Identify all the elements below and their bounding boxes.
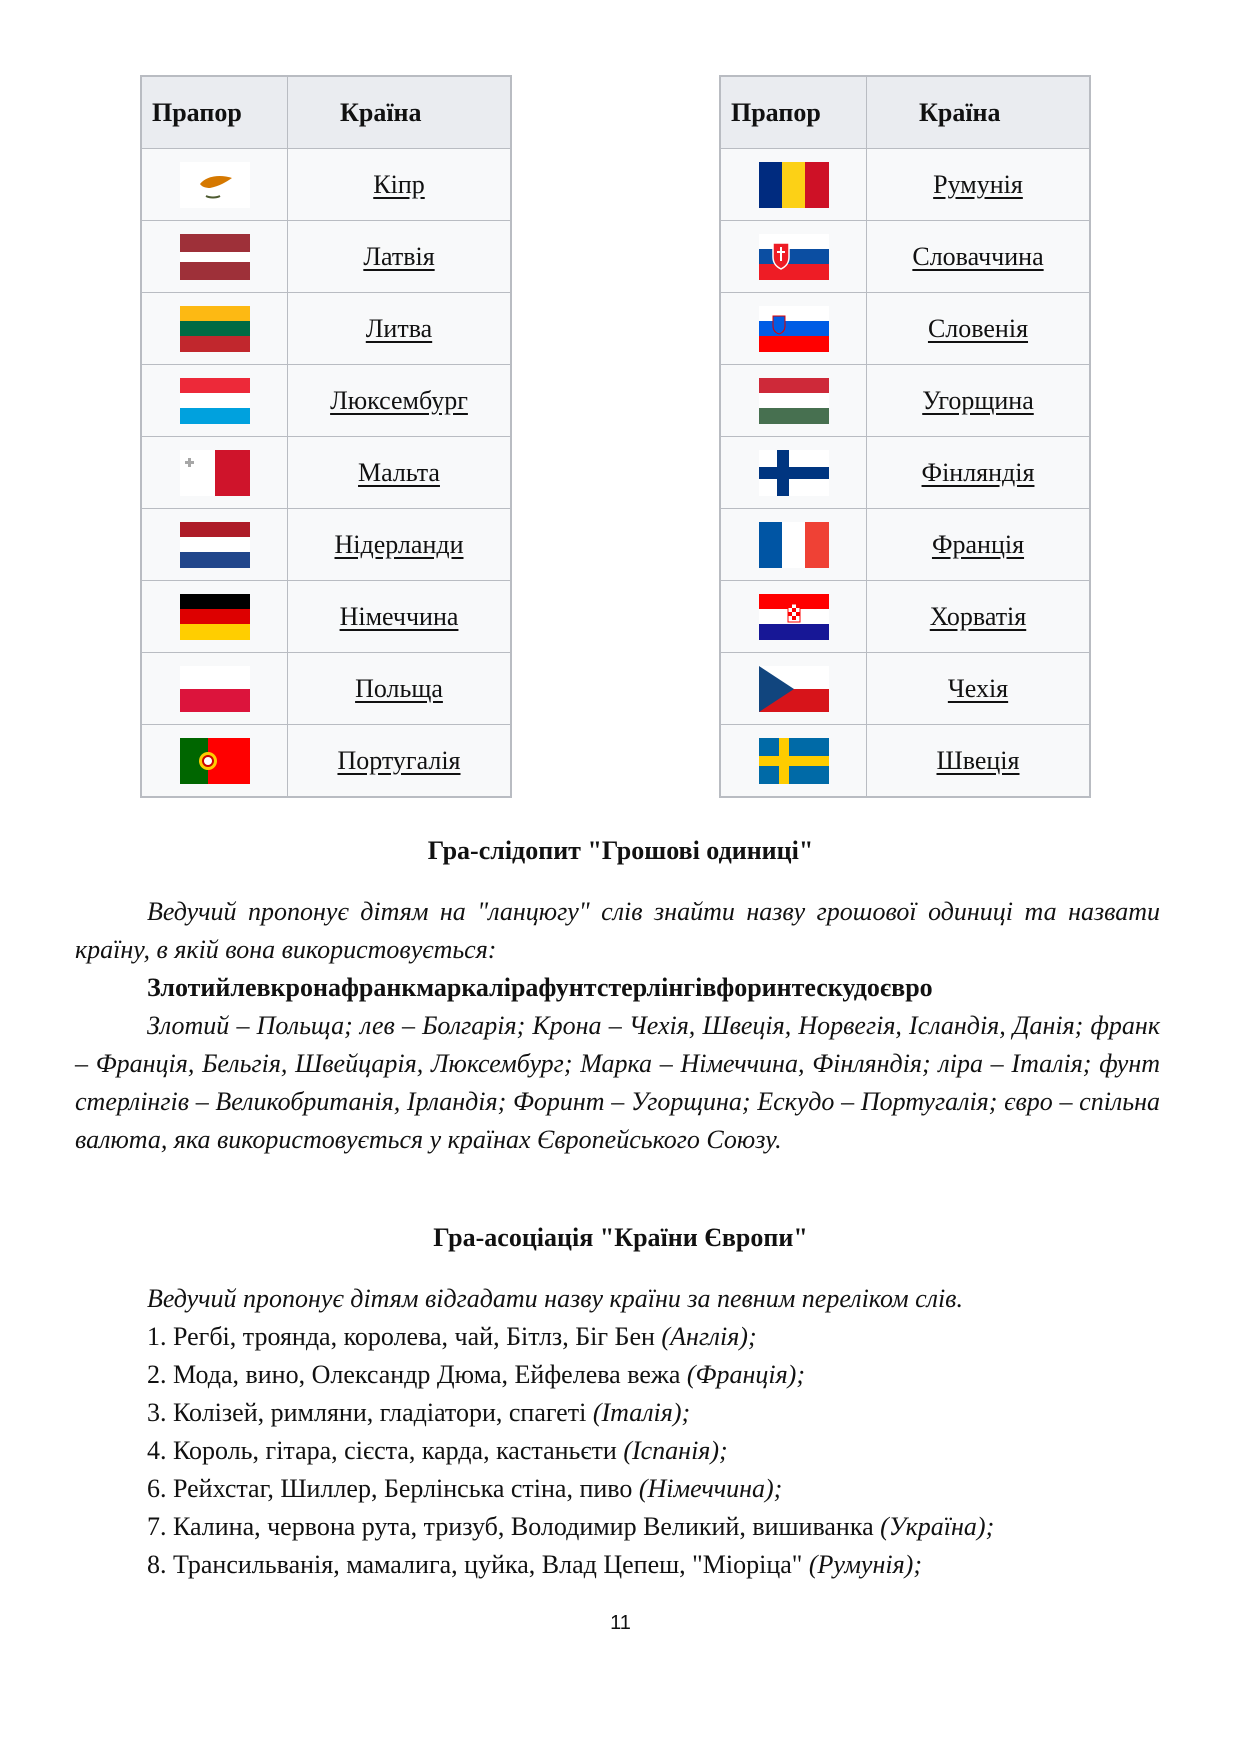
lithuania-flag-icon (180, 306, 250, 352)
country-link-sweden[interactable]: Швеція (936, 745, 1020, 775)
table-row (141, 365, 511, 437)
slovenia-flag-icon (759, 306, 829, 352)
table-row (720, 725, 1090, 798)
table-row (141, 653, 511, 725)
slovakia-flag-icon (759, 234, 829, 280)
list-item: 3. Колізей, римляни, гладіатори, спагеті (Італія); (147, 1398, 691, 1427)
table-row (720, 509, 1090, 581)
table-row (141, 221, 511, 293)
country-link-cyprus[interactable]: Кіпр (373, 169, 425, 199)
header-flag: Прапор (141, 76, 288, 149)
poland-flag-icon (180, 666, 250, 712)
country-link-france[interactable]: Франція (931, 529, 1025, 559)
netherlands-flag-icon (180, 522, 250, 568)
flags-table-left (140, 75, 512, 798)
table-row (141, 581, 511, 653)
header-country: Країна (867, 76, 1091, 149)
czechia-flag-icon (759, 666, 829, 712)
country-link-netherlands[interactable]: Нідерланди (334, 529, 464, 559)
flags-table-right (719, 75, 1091, 798)
table-row (720, 365, 1090, 437)
table-row (720, 149, 1090, 221)
country-link-czechia[interactable]: Чехія (947, 673, 1009, 703)
country-link-lithuania[interactable]: Литва (365, 313, 433, 343)
hungary-flag-icon (759, 378, 829, 424)
country-link-finland[interactable]: Фінляндія (921, 457, 1035, 487)
table-row (141, 725, 511, 798)
portugal-flag-icon (180, 738, 250, 784)
table-row (141, 149, 511, 221)
currency-answer: Злотий – Польща; лев – Болгарія; Крона – Чехія, Швеція, Норвегія, Ісландія, Данія; франк – Франція, Бельгія, Швейцарія, Люксембург; Марка – Німеччина, Фінляндія; ліра – Італія; фунт стерлінгів – Великобританія, Ірландія; Форинт – Угорщина; Ескудо – Португалія; євро – спільна валюта, яка використовується у країнах Європейського Союзу. (75, 1011, 1160, 1154)
table-header-row (141, 76, 511, 149)
list-item: 7. Калина, червона рута, тризуб, Володимир Великий, вишиванка (Україна); (147, 1512, 995, 1541)
cyprus-flag-icon (180, 162, 250, 208)
finland-flag-icon (759, 450, 829, 496)
table-row (141, 509, 511, 581)
germany-flag-icon (180, 594, 250, 640)
country-link-slovenia[interactable]: Словенія (927, 313, 1029, 343)
country-link-germany[interactable]: Німеччина (339, 601, 459, 631)
table-row (720, 293, 1090, 365)
countries-game-body (75, 1280, 1160, 1584)
sweden-flag-icon (759, 738, 829, 784)
luxembourg-flag-icon (180, 378, 250, 424)
table-row (720, 221, 1090, 293)
country-link-malta[interactable]: Мальта (358, 457, 440, 487)
section-title-countries: Гра-асоціація "Країни Європи" (433, 1223, 808, 1252)
list-item: 1. Регбі, троянда, королева, чай, Бітлз, Біг Бен (Англія); (147, 1322, 757, 1351)
countries-intro: Ведучий пропонує дітям відгадати назву країни за певним переліком слів. (147, 1284, 963, 1313)
currency-game-body (75, 893, 1160, 1159)
header-flag: Прапор (720, 76, 867, 149)
page-number: 11 (610, 1612, 631, 1634)
france-flag-icon (759, 522, 829, 568)
country-link-romania[interactable]: Румунія (933, 169, 1023, 199)
table-row (720, 437, 1090, 509)
country-link-croatia[interactable]: Хорватія (929, 601, 1027, 631)
malta-flag-icon (180, 450, 250, 496)
table-row (720, 581, 1090, 653)
section-title-currency: Гра-слідопит "Грошові одиниці" (427, 836, 814, 865)
table-row (141, 293, 511, 365)
latvia-flag-icon (180, 234, 250, 280)
table-row (720, 653, 1090, 725)
romania-flag-icon (759, 162, 829, 208)
currency-word-chain: Злотийлевкронафранкмаркаліpафунтстерлінгівфоринтескудоєвро (147, 973, 933, 1002)
country-link-latvia[interactable]: Латвія (363, 241, 435, 271)
currency-intro: Ведучий пропонує дітям на "ланцюгу" слів знайти назву грошової одиниці та назвати країну, в якій вона використовується: (75, 897, 1160, 964)
country-link-slovakia[interactable]: Словаччина (912, 241, 1044, 271)
list-item: 2. Мода, вино, Олександр Дюма, Ейфелева вежа (Франція); (147, 1360, 805, 1389)
table-header-row (720, 76, 1090, 149)
country-link-portugal[interactable]: Португалія (337, 745, 461, 775)
list-item: 8. Трансильванія, мамалига, цуйка, Влад Цепеш, "Міоріца" (Румунія); (147, 1550, 922, 1579)
header-country: Країна (288, 76, 512, 149)
list-item: 6. Рейхстаг, Шиллер, Берлінська стіна, пиво (Німеччина); (147, 1474, 783, 1503)
table-row (141, 437, 511, 509)
list-item: 4. Король, гітара, сієста, карда, кастаньєти (Іспанія); (147, 1436, 728, 1465)
country-link-hungary[interactable]: Угорщина (922, 385, 1034, 415)
country-link-luxembourg[interactable]: Люксембург (330, 385, 468, 415)
croatia-flag-icon (759, 594, 829, 640)
country-link-poland[interactable]: Польща (355, 673, 443, 703)
